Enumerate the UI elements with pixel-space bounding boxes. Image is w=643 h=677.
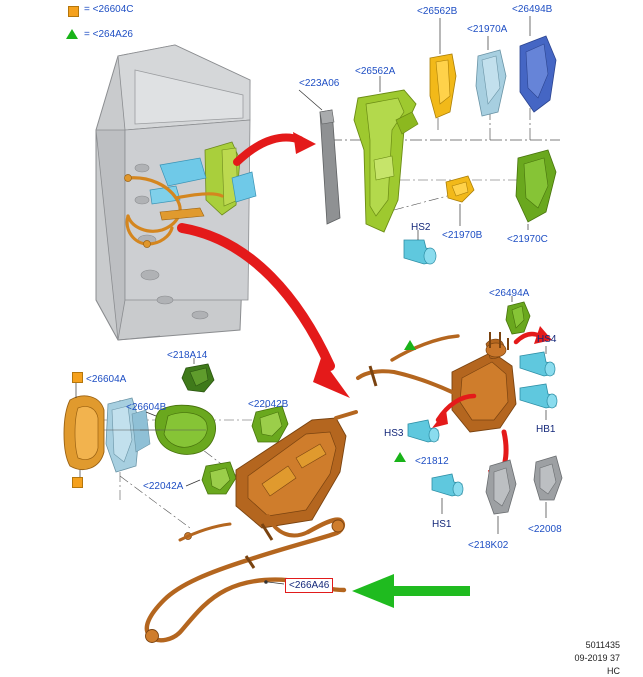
callout-223A06: <223A06 bbox=[299, 78, 340, 89]
callout-26604B: <26604B bbox=[126, 402, 167, 413]
callout-HS1: HS1 bbox=[432, 519, 452, 530]
legend-triangle-label: = <264A26 bbox=[84, 29, 133, 40]
footer-drawing-number: 5011435 bbox=[585, 640, 620, 650]
callout-26494A: <26494A bbox=[489, 288, 530, 299]
callout-21812: <21812 bbox=[415, 456, 449, 467]
callout-HS4: HS4 bbox=[537, 334, 557, 345]
callout-26562B: <26562B bbox=[417, 6, 458, 17]
callout-218A14: <218A14 bbox=[167, 350, 208, 361]
legend-square-label: = <26604C bbox=[84, 4, 134, 15]
marker-triangle-lower bbox=[394, 452, 406, 462]
footer-date-code: 09-2019 37 bbox=[574, 653, 620, 663]
callout-22008: <22008 bbox=[528, 524, 562, 535]
legend-square-marker bbox=[68, 6, 79, 17]
marker-square-left-bottom bbox=[72, 477, 83, 488]
callout-HS2: HS2 bbox=[411, 222, 431, 233]
callout-HS3: HS3 bbox=[384, 428, 404, 439]
callout-21970B: <21970B bbox=[442, 230, 483, 241]
highlight-arrow-green bbox=[352, 574, 470, 608]
legend-triangle-marker bbox=[66, 29, 78, 39]
callout-21970A: <21970A bbox=[467, 24, 508, 35]
callout-HB1: HB1 bbox=[536, 424, 556, 435]
callout-26494B: <26494B bbox=[512, 4, 553, 15]
callout-26604A: <26604A bbox=[86, 374, 127, 385]
callout-21970C: <21970C bbox=[507, 234, 548, 245]
callout-22042A: <22042A bbox=[143, 481, 184, 492]
callout-22042B: <22042B bbox=[248, 399, 289, 410]
callout-26562A: <26562A bbox=[355, 66, 396, 77]
callout-218K02: <218K02 bbox=[468, 540, 509, 551]
marker-triangle-upper bbox=[404, 340, 416, 350]
latch-assembly-group bbox=[358, 296, 562, 534]
footer-suffix: HC bbox=[607, 666, 620, 676]
marker-square-left-top bbox=[72, 372, 83, 383]
highlighted-part-label: <266A46 bbox=[285, 578, 333, 593]
